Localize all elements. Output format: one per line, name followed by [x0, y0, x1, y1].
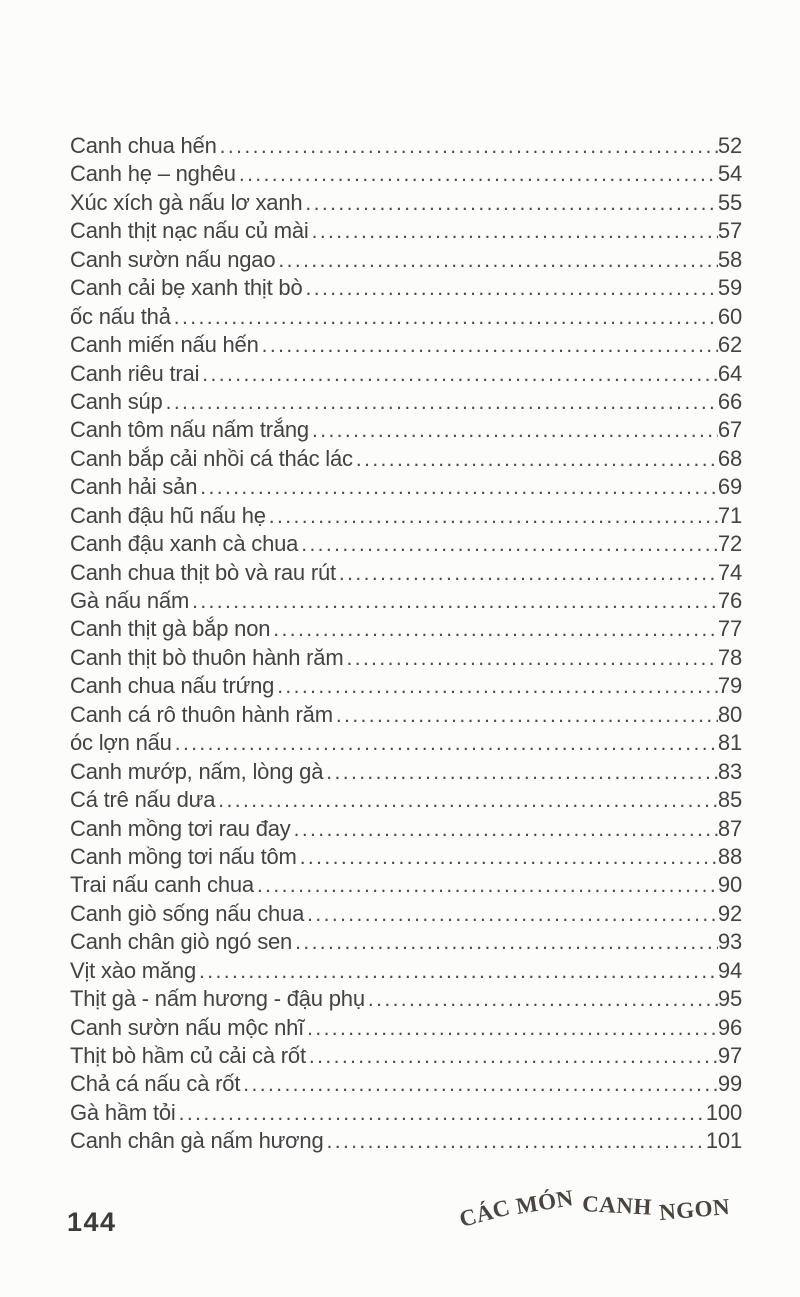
toc-entry-page: 81 — [717, 730, 742, 756]
toc-entry-page: 99 — [717, 1071, 742, 1097]
toc-entry-page: 57 — [717, 218, 742, 244]
toc-leader-dots — [356, 446, 718, 472]
toc-entry-title: óc lợn nấu — [70, 730, 172, 756]
toc-entry — [70, 645, 742, 673]
toc-leader-dots — [273, 616, 718, 642]
toc-entry-title: Canh thịt gà bắp non — [70, 616, 271, 642]
toc-entry — [70, 332, 742, 360]
toc-entry-page: 85 — [717, 787, 742, 813]
toc-entry — [70, 190, 742, 218]
toc-leader-dots — [307, 1015, 718, 1041]
toc-entry-title: Canh chân giò ngó sen — [70, 929, 293, 955]
toc-leader-dots — [305, 190, 718, 216]
toc-leader-dots — [199, 958, 718, 984]
toc-leader-dots — [312, 218, 718, 244]
toc-entry-page: 74 — [717, 559, 742, 585]
toc-entry — [70, 389, 742, 417]
toc-entry-page: 95 — [717, 986, 742, 1012]
toc-entry-title: Canh miến nấu hến — [70, 332, 259, 358]
toc-leader-dots — [269, 503, 718, 529]
toc-entry — [70, 275, 742, 303]
toc-entry-page: 66 — [717, 388, 742, 414]
toc-entry — [70, 560, 742, 588]
page-number: 144 — [67, 1207, 117, 1237]
book-title-stamp — [456, 1184, 731, 1232]
toc-leader-dots — [300, 844, 718, 870]
book-title-word: NGON — [657, 1193, 731, 1226]
toc-entry — [70, 531, 742, 559]
toc-entry-title: Canh mồng tơi nấu tôm — [70, 843, 297, 869]
toc-leader-dots — [294, 816, 718, 842]
toc-entry-page: 78 — [717, 644, 742, 670]
book-title-word: CANH — [581, 1191, 659, 1220]
toc-leader-dots — [277, 673, 718, 699]
toc-entry — [70, 673, 742, 701]
toc-leader-dots — [202, 361, 718, 387]
toc-entry-page: 62 — [717, 332, 742, 358]
toc-entry-page: 83 — [717, 758, 742, 784]
toc-leader-dots — [218, 787, 718, 813]
toc-entry — [70, 958, 742, 986]
toc-entry-page: 55 — [717, 189, 742, 215]
toc-entry — [70, 161, 742, 189]
toc-entry — [70, 787, 742, 815]
toc-entry-title: Cá trê nấu dưa — [70, 787, 216, 813]
toc-entry-title: Canh riêu trai — [70, 360, 200, 386]
toc-entry — [70, 844, 742, 872]
toc-entry — [70, 986, 742, 1014]
toc-entry — [70, 446, 742, 474]
toc-leader-dots — [239, 161, 718, 187]
book-title-word: CÁC — [456, 1192, 519, 1232]
toc-entry-title: Canh đậu xanh cà chua — [70, 531, 299, 557]
toc-entry — [70, 417, 742, 445]
toc-entry-title: Chả cá nấu cà rốt — [70, 1071, 241, 1097]
toc-entry-page: 67 — [717, 417, 742, 443]
toc-entry-title: Canh hẹ – nghêu — [70, 161, 236, 187]
toc-entry-page: 101 — [705, 1128, 742, 1154]
toc-leader-dots — [326, 1128, 705, 1154]
toc-leader-dots — [262, 332, 718, 358]
toc-entry-title: Canh thịt bò thuôn hành răm — [70, 644, 344, 670]
toc-entry-page: 52 — [717, 133, 742, 158]
toc-leader-dots — [336, 702, 718, 728]
toc-entry-page: 58 — [717, 246, 742, 272]
toc-leader-dots — [257, 872, 718, 898]
toc-entry-page: 59 — [717, 275, 742, 301]
toc-entry-page: 87 — [717, 815, 742, 841]
toc-leader-dots — [326, 759, 718, 785]
toc-entry-page: 72 — [717, 531, 742, 557]
toc-leader-dots — [166, 389, 718, 415]
toc-entry-title: Canh giò sống nấu chua — [70, 900, 305, 926]
toc-entry-page: 93 — [717, 929, 742, 955]
toc-entry — [70, 218, 742, 246]
toc-leader-dots — [220, 133, 718, 159]
toc-entry — [70, 759, 742, 787]
toc-entry-page: 60 — [717, 303, 742, 329]
toc-entry-title: Canh chân gà nấm hương — [70, 1128, 324, 1154]
toc-entry — [70, 1071, 742, 1099]
toc-entry-page: 100 — [705, 1099, 742, 1125]
toc-entry — [70, 1100, 742, 1128]
toc-entry-title: Canh hải sản — [70, 474, 198, 500]
toc-entry-title: Thịt bò hầm củ cải cà rốt — [70, 1043, 306, 1068]
toc-leader-dots — [309, 1043, 718, 1069]
toc-entry — [70, 133, 742, 161]
toc-entry — [70, 304, 742, 332]
toc-entry-page: 90 — [717, 872, 742, 898]
toc-entry-title: Canh mồng tơi rau đay — [70, 815, 291, 841]
toc-leader-dots — [295, 929, 718, 955]
toc-entry-page: 71 — [717, 502, 742, 528]
toc-entry — [70, 730, 742, 758]
toc-leader-dots — [339, 560, 718, 586]
toc-leader-dots — [305, 275, 717, 301]
toc-entry-title: Canh súp — [70, 388, 163, 414]
toc-leader-dots — [174, 304, 718, 330]
toc-leader-dots — [175, 730, 718, 756]
toc-entry-page: 79 — [717, 673, 742, 699]
toc-entry-page: 97 — [717, 1043, 742, 1068]
toc-entry-title: Canh thịt nạc nấu củ mài — [70, 218, 309, 244]
toc-leader-dots — [312, 417, 718, 443]
toc-leader-dots — [192, 588, 718, 614]
toc-entry-title: Canh đậu hũ nấu hẹ — [70, 502, 266, 528]
toc-entry — [70, 901, 742, 929]
table-of-contents — [70, 133, 742, 1157]
toc-entry — [70, 474, 742, 502]
toc-leader-dots — [243, 1071, 718, 1097]
toc-entry — [70, 247, 742, 275]
toc-entry-title: ốc nấu thả — [70, 303, 171, 329]
toc-entry — [70, 872, 742, 900]
toc-entry-title: Xúc xích gà nấu lơ xanh — [70, 189, 303, 215]
toc-entry-title: Vịt xào măng — [70, 957, 197, 983]
toc-entry — [70, 816, 742, 844]
toc-entry-title: Canh bắp cải nhồi cá thác lác — [70, 445, 353, 471]
toc-leader-dots — [179, 1100, 706, 1126]
toc-entry-title: Trai nấu canh chua — [70, 872, 254, 898]
toc-entry — [70, 1043, 742, 1071]
toc-entry-page: 76 — [717, 588, 742, 613]
toc-entry-page: 80 — [717, 701, 742, 727]
toc-entry — [70, 702, 742, 730]
toc-leader-dots — [301, 531, 718, 557]
toc-entry — [70, 588, 742, 616]
toc-entry-page: 69 — [717, 474, 742, 500]
toc-entry-page: 92 — [717, 900, 742, 926]
toc-entry-title: Canh cải bẹ xanh thịt bò — [70, 275, 303, 301]
toc-entry — [70, 361, 742, 389]
toc-entry-page: 68 — [717, 445, 742, 471]
toc-entry — [70, 929, 742, 957]
book-title-word: MÓN — [513, 1184, 581, 1219]
toc-entry-title: Canh chua nấu trứng — [70, 673, 275, 699]
toc-entry-page: 64 — [717, 360, 742, 386]
toc-entry-title: Thịt gà - nấm hương - đậu phụ — [70, 986, 365, 1012]
toc-entry-title: Canh sườn nấu mộc nhĩ — [70, 1014, 305, 1040]
toc-entry-title: Canh chua hến — [70, 133, 217, 158]
toc-entry-page: 96 — [717, 1014, 742, 1040]
toc-entry-page: 77 — [717, 616, 742, 642]
toc-entry — [70, 616, 742, 644]
toc-leader-dots — [368, 986, 718, 1012]
toc-leader-dots — [307, 901, 718, 927]
toc-entry-page: 54 — [717, 161, 742, 187]
toc-leader-dots — [278, 247, 718, 273]
toc-leader-dots — [346, 645, 717, 671]
toc-entry-title: Canh cá rô thuôn hành răm — [70, 701, 333, 727]
toc-entry — [70, 1015, 742, 1043]
toc-entry-title: Canh chua thịt bò và rau rút — [70, 559, 336, 585]
toc-entry — [70, 503, 742, 531]
toc-entry-title: Canh sườn nấu ngao — [70, 246, 276, 272]
toc-leader-dots — [200, 474, 718, 500]
toc-entry — [70, 1128, 742, 1156]
toc-entry-title: Canh tôm nấu nấm trắng — [70, 417, 309, 443]
toc-entry-page: 94 — [717, 957, 742, 983]
toc-entry-title: Gà nấu nấm — [70, 588, 190, 613]
toc-entry-page: 88 — [717, 843, 742, 869]
toc-entry-title: Canh mướp, nấm, lòng gà — [70, 758, 324, 784]
toc-entry-title: Gà hầm tỏi — [70, 1099, 176, 1125]
